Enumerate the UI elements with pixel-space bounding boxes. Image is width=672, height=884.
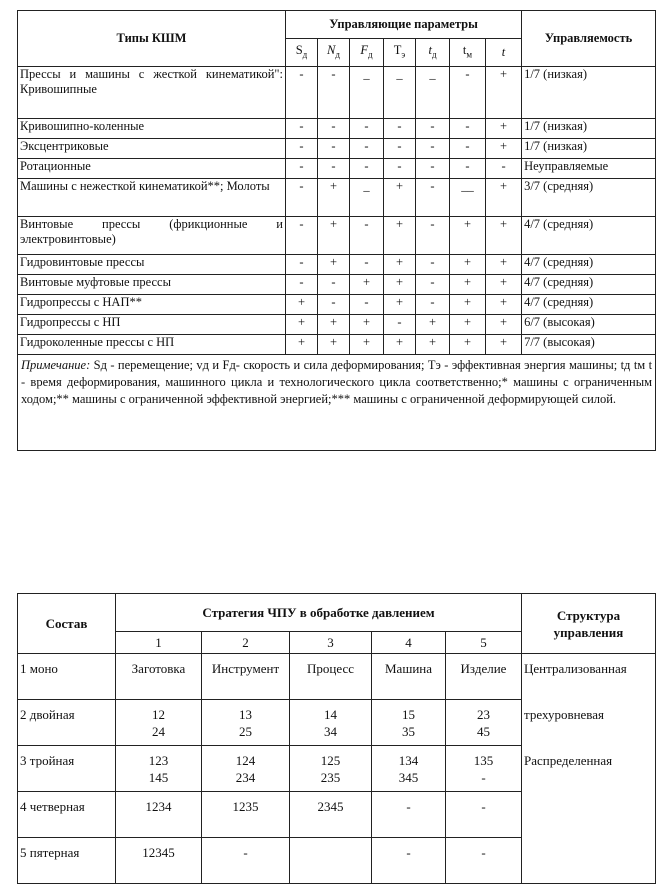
param-value: + [384,335,416,355]
table-row [18,255,656,275]
table-row [18,700,656,746]
param-symbol-base: t [501,45,506,59]
kshm-type-name: Винтовые муфтовые прессы [18,275,286,295]
strategy-cell: - [446,792,522,838]
kshm-type-name: Гидропрессы с НАП** [18,295,286,315]
param-value: - [350,255,384,275]
param-value: + [486,315,522,335]
strategy-cell: Изделие [446,654,522,700]
strategy-cell: - [372,838,446,884]
param-value: + [486,295,522,315]
param-value: - [416,159,450,179]
control-structure-value: Распределенная [522,746,656,792]
strategy-cell: - [202,838,290,884]
param-value: - [318,159,350,179]
composition-rows [18,654,656,884]
param-value: - [384,119,416,139]
table-row [18,67,656,119]
table-row [18,139,656,159]
param-value: + [450,217,486,255]
header-controllability: Управляемость [522,11,656,67]
strategy-cell: 13 25 [202,700,290,746]
header-control-structure: Структура управления [522,594,656,654]
param-value: - [450,139,486,159]
strategy-cell: 134 345 [372,746,446,792]
param-value: - [318,139,350,159]
param-value: + [350,335,384,355]
strategy-cell: Заготовка [116,654,202,700]
strategy-number: 3 [290,632,372,654]
kshm-type-name: Гидровинтовые прессы [18,255,286,275]
param-value: + [486,255,522,275]
strategy-cell: 23 45 [446,700,522,746]
table-row [18,217,656,255]
param-value: + [318,315,350,335]
param-value: - [450,67,486,119]
param-value: + [318,255,350,275]
control-structure-value [522,792,656,838]
strategy-cell: 125 235 [290,746,372,792]
note-text: Sд - перемещение; vд и Fд- скорость и сила деформирования; Tэ - эффективная энергия машины; tд tм t - время деформирования, машинного цикла и технологического цикла соответственно;* машины с ограниченным ходом;** машины с ограниченной эффективной энергией;*** машины с ограниченной деформирующей силой. [21,358,653,406]
strategy-cell: Процесс [290,654,372,700]
table-row [18,838,656,884]
header-composition: Состав [18,594,116,654]
param-value: - [384,139,416,159]
table-row [18,159,656,179]
strategy-cell: 135 - [446,746,522,792]
strategy-cell: - [372,792,446,838]
control-structure-value: Централизованная [522,654,656,700]
strategy-cell: 1234 [116,792,202,838]
strategy-cell: 12345 [116,838,202,884]
param-value: - [350,139,384,159]
param-symbol-base: t [462,42,467,57]
param-symbol-sub: д [302,49,308,60]
table-row [18,179,656,217]
table-row [18,335,656,355]
table-row [18,295,656,315]
param-value: _ [350,67,384,119]
param-value: + [486,67,522,119]
strategy-cell: 123 145 [116,746,202,792]
param-value: + [486,139,522,159]
param-value: + [416,315,450,335]
controllability-value: Неуправляемые [522,159,656,179]
kshm-type-name: Эксцентриковые [18,139,286,159]
header-cnc-strategy: Стратегия ЧПУ в обработке давлением [116,594,522,632]
param-value: + [486,179,522,217]
param-value: + [416,335,450,355]
controllability-value: 6/7 (высокая) [522,315,656,335]
kshm-types-table [17,10,656,451]
param-value: + [450,315,486,335]
controllability-value: 4/7 (средняя) [522,217,656,255]
strategy-cell: 1235 [202,792,290,838]
param-value: - [286,139,318,159]
param-value: - [450,159,486,179]
param-value: _ [350,179,384,217]
kshm-type-name: Кривошипно-коленные [18,119,286,139]
param-value: + [286,315,318,335]
param-value: + [384,217,416,255]
param-symbol [486,39,522,67]
param-value: - [384,159,416,179]
table-row [18,119,656,139]
strategy-cell: 14 34 [290,700,372,746]
param-value: + [450,255,486,275]
control-structure-value: трехуровневая [522,700,656,746]
param-value: _ [416,67,450,119]
param-value: + [350,315,384,335]
param-value: + [450,295,486,315]
param-value: + [384,275,416,295]
controllability-value: 4/7 (средняя) [522,275,656,295]
table-row [18,654,656,700]
param-symbol [350,39,384,67]
header-kshm-types: Типы КШМ [18,11,286,67]
param-value: - [286,67,318,119]
param-value: _ [384,67,416,119]
strategy-cell: Инструмент [202,654,290,700]
param-value: - [416,139,450,159]
strategy-number: 1 [116,632,202,654]
table-row [18,275,656,295]
kshm-rows [18,67,656,355]
param-value: + [450,275,486,295]
param-value: - [416,217,450,255]
strategy-number: 2 [202,632,290,654]
param-symbol-sub: д [335,49,340,60]
param-value: - [350,217,384,255]
control-structure-value [522,838,656,884]
param-value: + [450,335,486,355]
kshm-type-name: Машины с нежесткой кинематикой**; Молоты [18,179,286,217]
param-value: + [486,335,522,355]
table-row [18,792,656,838]
strategy-cell: Машина [372,654,446,700]
param-value: - [350,295,384,315]
param-symbol-sub: д [431,49,437,60]
param-value: - [318,119,350,139]
note-lead: Примечание: [21,358,91,372]
header-control-params: Управляющие параметры [286,11,522,39]
param-value: + [286,295,318,315]
controllability-value: 1/7 (низкая) [522,119,656,139]
param-value: + [384,179,416,217]
param-value: __ [450,179,486,217]
param-symbol-sub: д [368,49,373,60]
strategy-number: 5 [446,632,522,654]
strategy-cell: 12 24 [116,700,202,746]
param-value: + [486,119,522,139]
param-value: - [318,67,350,119]
composition-label: 2 двойная [18,700,116,746]
param-value: - [286,217,318,255]
controllability-value: 3/7 (средняя) [522,179,656,217]
param-value: + [350,275,384,295]
param-value: - [416,295,450,315]
param-symbol [384,39,416,67]
controllability-value: 4/7 (средняя) [522,295,656,315]
strategy-cell: 2345 [290,792,372,838]
param-value: - [286,275,318,295]
param-value: - [416,179,450,217]
param-symbol [318,39,350,67]
param-value: - [450,119,486,139]
composition-label: 5 пятерная [18,838,116,884]
param-value: - [318,295,350,315]
param-value: + [486,275,522,295]
param-symbol [286,39,318,67]
param-value: - [350,119,384,139]
param-symbol-sub: э [401,49,406,60]
param-value: + [318,217,350,255]
controllability-value: 7/7 (высокая) [522,335,656,355]
strategy-cell: 15 35 [372,700,446,746]
param-value: - [318,275,350,295]
kshm-type-name: Ротационные [18,159,286,179]
strategy-cell: 124 234 [202,746,290,792]
param-symbol-base: N [327,42,336,57]
param-value: - [286,255,318,275]
param-value: + [384,295,416,315]
param-value: - [350,159,384,179]
param-value: + [286,335,318,355]
param-symbol-base: F [360,42,369,57]
cnc-strategy-table [17,593,656,884]
table-note [18,355,656,451]
param-value: - [416,119,450,139]
param-value: - [286,179,318,217]
kshm-type-name: Винтовые прессы (фрикционные и электровинтовые) [18,217,286,255]
param-value: + [318,179,350,217]
strategy-number: 4 [372,632,446,654]
controllability-value: 1/7 (низкая) [522,139,656,159]
kshm-type-name: Гидроколенные прессы с НП [18,335,286,355]
param-symbol [450,39,486,67]
param-symbol-base: T [393,42,402,57]
kshm-type-name: Гидропрессы с НП [18,315,286,335]
strategy-cell: - [446,838,522,884]
param-symbol-base: S [295,42,303,57]
strategy-cell [290,838,372,884]
composition-label: 4 четверная [18,792,116,838]
param-value: - [486,159,522,179]
param-value: - [416,255,450,275]
controllability-value: 4/7 (средняя) [522,255,656,275]
param-symbol-base: t [428,42,432,57]
composition-label: 1 моно [18,654,116,700]
param-value: + [384,255,416,275]
table-row [18,315,656,335]
param-value: - [286,159,318,179]
composition-label: 3 тройная [18,746,116,792]
param-value: + [318,335,350,355]
param-symbol [416,39,450,67]
param-value: + [486,217,522,255]
kshm-type-name: Прессы и машины с жесткой кинематикой": Кривошипные [18,67,286,119]
param-value: - [384,315,416,335]
param-symbol-sub: м [466,49,473,60]
param-value: - [416,275,450,295]
param-value: - [286,119,318,139]
controllability-value: 1/7 (низкая) [522,67,656,119]
table-row [18,746,656,792]
